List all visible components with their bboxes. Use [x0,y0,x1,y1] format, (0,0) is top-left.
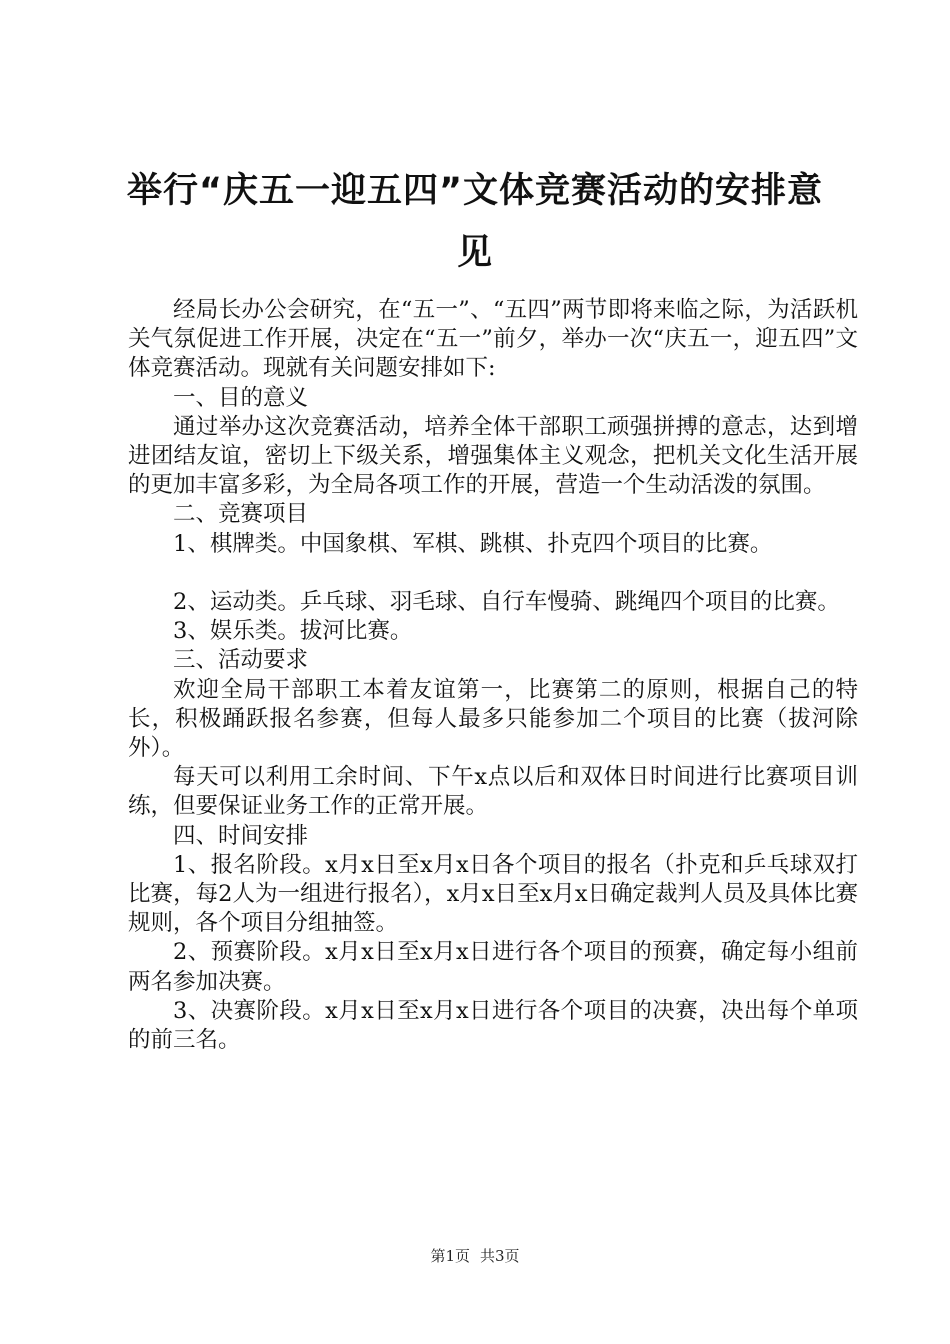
requirements-paragraph-1: 欢迎全局干部职工本着友谊第一，比赛第二的原则，根据自己的特长，积极踊跃报名参赛，但每人最多只能参加二个项目的比赛（拔河除外）。 [128,676,858,762]
blank-line [128,559,858,588]
document-title-line-2: 见 [456,233,493,273]
requirements-paragraph-2: 每天可以利用工余时间、下午x点以后和双体日时间进行比赛项目训练，但要保证业务工作的正常开展。 [128,764,858,820]
event-item-chess-cards: 1、棋牌类。中国象棋、军棋、跳棋、扑克四个项目的比赛。 [173,530,773,557]
section-heading-requirements: 三、活动要求 [173,647,309,674]
section-heading-purpose: 一、目的意义 [173,384,309,411]
document-title-line-1: 举行“庆五一迎五四”文体竞赛活动的安排意 [126,171,823,211]
section-heading-schedule: 四、时间安排 [173,822,309,849]
event-item-entertainment: 3、娱乐类。拔河比赛。 [173,618,413,645]
page-footer [0,1245,950,1266]
section-heading-events: 二、竞赛项目 [173,501,309,528]
schedule-final: 3、决赛阶段。x月x日至x月x日进行各个项目的决赛，决出每个单项的前三名。 [128,997,858,1054]
schedule-preliminary: 2、预赛阶段。x月x日至x月x日进行各个项目的预赛，确定每小组前两名参加决赛。 [128,939,858,995]
page-number: 第1页 [430,1247,470,1265]
schedule-registration: 1、报名阶段。x月x日至x月x日各个项目的报名（扑克和乒乓球双打比赛，每2人为一组进行报名），x月x日至x月x日确定裁判人员及具体比赛规则，各个项目分组抽签。 [128,851,858,937]
intro-paragraph: 经局长办公会研究，在“五一”、“五四”两节即将来临之际，为活跃机关气氛促进工作开展，决定在“五一”前夕，举办一次“庆五一，迎五四”文体竞赛活动。现就有关问题安排如下: [128,297,858,382]
page-total: 共3页 [480,1247,520,1265]
purpose-paragraph: 通过举办这次竞赛活动，培养全体干部职工顽强拼搏的意志，达到增进团结友谊，密切上下级关系，增强集体主义观念，把机关文化生活开展的更加丰富多彩，为全局各项工作的开展，营造一个生动活泼的氛围。 [128,413,858,499]
event-item-sports: 2、运动类。乒乓球、羽毛球、自行车慢骑、跳绳四个项目的比赛。 [173,589,840,616]
document-body [128,296,858,1055]
